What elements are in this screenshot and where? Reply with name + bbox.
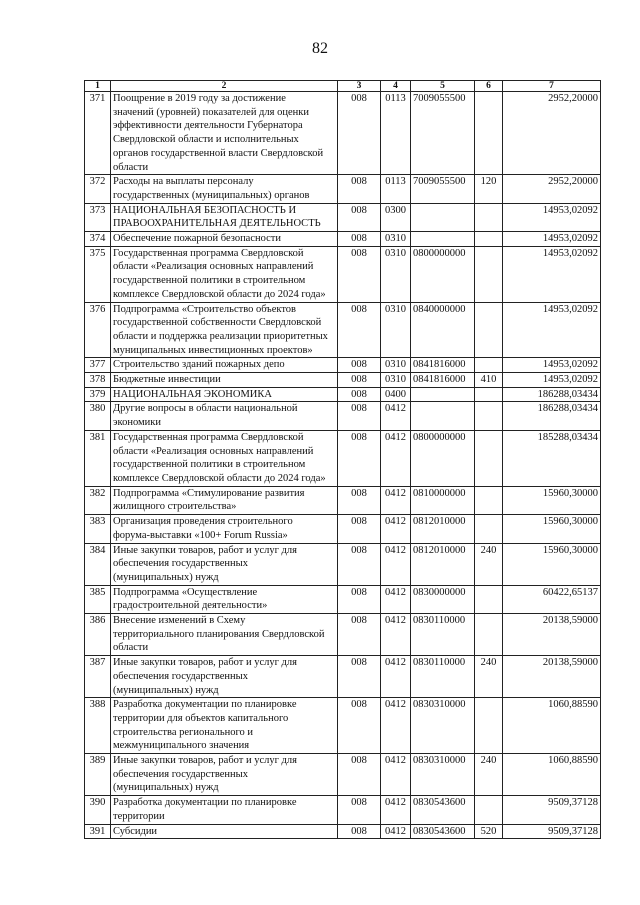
expense-type-code [475,430,503,486]
target-code: 0830310000 [411,698,475,754]
row-name-line: Подпрограмма «Осуществление [113,586,258,598]
section-code: 0412 [381,824,411,839]
row-name [111,203,338,231]
row-name-line: Иные закупки товаров, работ и услуг для [113,657,297,669]
ministry-code: 008 [338,430,381,486]
target-code: 0840000000 [411,302,475,358]
table-row [85,698,601,754]
target-code: 0812010000 [411,543,475,585]
expense-type-code [475,246,503,302]
row-name [111,175,338,203]
row-number: 383 [85,515,111,543]
section-code: 0310 [381,373,411,388]
col-header-3: 3 [338,81,381,92]
ministry-code: 008 [338,387,381,402]
row-name-line: территории [113,810,165,822]
row-name-line: Расходы на выплаты персоналу [113,176,254,188]
row-name-line: значений (уровней) показателей для оценки [113,106,309,118]
amount: 2952,20000 [503,92,601,175]
row-name-line: Бюджетные инвестиции [113,374,221,386]
section-code: 0300 [381,203,411,231]
table-row [85,402,601,430]
row-name-line: НАЦИОНАЛЬНАЯ ЭКОНОМИКА [113,388,272,400]
expense-type-code: 240 [475,543,503,585]
expense-type-code [475,387,503,402]
target-code: 0830543600 [411,796,475,824]
row-name-line: Разработка документации по планировке [113,699,297,711]
ministry-code: 008 [338,796,381,824]
expense-type-code [475,796,503,824]
row-name-line: строительства регионального и [113,726,254,738]
row-name-line: области «Реализация основных направлений [113,445,314,457]
row-name-line: градостроительной деятельности» [113,600,268,612]
ministry-code: 008 [338,656,381,698]
row-name-line: Обеспечение пожарной безопасности [113,233,282,245]
section-code: 0412 [381,486,411,514]
amount: 60422,65137 [503,585,601,613]
row-number: 381 [85,430,111,486]
page-number: 82 [312,40,328,57]
row-number: 391 [85,824,111,839]
row-number: 376 [85,302,111,358]
row-number: 372 [85,175,111,203]
expense-type-code: 240 [475,656,503,698]
target-code: 0830543600 [411,824,475,839]
row-name-line: Внесение изменений в Схему [113,615,246,627]
col-header-1: 1 [85,81,111,92]
ministry-code: 008 [338,515,381,543]
target-code [411,232,475,247]
row-name-line: территориального планирования Свердловской [113,628,325,640]
table-row [85,203,601,231]
row-name-line: государственной политики в строительном [113,459,306,471]
ministry-code: 008 [338,175,381,203]
section-code: 0412 [381,585,411,613]
row-name [111,515,338,543]
row-name-line: НАЦИОНАЛЬНАЯ БЕЗОПАСНОСТЬ И [113,204,297,216]
expense-type-code [475,92,503,175]
row-number: 373 [85,203,111,231]
expense-type-code: 240 [475,754,503,796]
amount: 1060,88590 [503,754,601,796]
table-row [85,824,601,839]
row-name-line: Государственная программа Свердловской [113,431,304,443]
section-code: 0412 [381,754,411,796]
section-code: 0310 [381,358,411,373]
table-row [85,302,601,358]
table-row [85,614,601,656]
row-name-line: Подпрограмма «Стимулирование развития [113,487,305,499]
row-name [111,614,338,656]
ministry-code: 008 [338,486,381,514]
row-name-line: (муниципальных) нужд [113,571,219,583]
row-name-line: жилищного строительства» [113,501,237,513]
row-name-line: обеспечения государственных [113,768,248,780]
row-number: 375 [85,246,111,302]
row-name-line: эффективности деятельности Губернатора [113,120,303,132]
target-code [411,203,475,231]
row-number: 384 [85,543,111,585]
row-name-line: (муниципальных) нужд [113,782,219,794]
row-name-line: межмуниципального значения [113,740,250,752]
amount: 14953,02092 [503,232,601,247]
expense-type-code [475,515,503,543]
section-code: 0310 [381,246,411,302]
row-number: 377 [85,358,111,373]
section-code: 0412 [381,430,411,486]
row-name [111,698,338,754]
ministry-code: 008 [338,543,381,585]
row-number: 382 [85,486,111,514]
target-code: 0810000000 [411,486,475,514]
ministry-code: 008 [338,92,381,175]
row-name [111,824,338,839]
expense-type-code [475,203,503,231]
amount: 14953,02092 [503,246,601,302]
row-name-line: Субсидии [113,825,158,837]
amount: 20138,59000 [503,614,601,656]
table-row [85,486,601,514]
amount: 9509,37128 [503,824,601,839]
row-name-line: ПРАВООХРАНИТЕЛЬНАЯ ДЕЯТЕЛЬНОСТЬ [113,218,321,230]
row-name-line: обеспечения государственных [113,670,248,682]
row-name [111,656,338,698]
col-header-5: 5 [411,81,475,92]
target-code: 7009055500 [411,92,475,175]
row-name-line: государственных (муниципальных) органов [113,189,310,201]
section-code: 0412 [381,543,411,585]
ministry-code: 008 [338,824,381,839]
ministry-code: 008 [338,698,381,754]
row-name [111,302,338,358]
row-number: 390 [85,796,111,824]
ministry-code: 008 [338,246,381,302]
section-code: 0113 [381,175,411,203]
row-name-line: Другие вопросы в области национальной [113,403,298,415]
expense-type-code [475,486,503,514]
target-code: 0841816000 [411,358,475,373]
amount: 185288,03434 [503,430,601,486]
amount: 186288,03434 [503,387,601,402]
table-row [85,373,601,388]
ministry-code: 008 [338,358,381,373]
row-name-line: государственной собственности Свердловской [113,317,322,329]
row-name [111,358,338,373]
row-number: 374 [85,232,111,247]
row-name-line: Строительство зданий пожарных депо [113,359,285,371]
row-name [111,232,338,247]
table-row [85,515,601,543]
row-name-line: территории для объектов капитального [113,712,289,724]
table-row [85,796,601,824]
row-name [111,387,338,402]
target-code: 0800000000 [411,246,475,302]
row-name [111,402,338,430]
ministry-code: 008 [338,302,381,358]
row-name [111,543,338,585]
row-number: 389 [85,754,111,796]
target-code: 0800000000 [411,430,475,486]
amount: 2952,20000 [503,175,601,203]
table-row [85,358,601,373]
row-number: 387 [85,656,111,698]
row-name-line: органов государственной власти Свердловской [113,147,324,159]
header-row [85,81,601,92]
col-header-2: 2 [111,81,338,92]
ministry-code: 008 [338,402,381,430]
row-name-line: Разработка документации по планировке [113,797,297,809]
row-number: 385 [85,585,111,613]
target-code: 0830310000 [411,754,475,796]
amount: 14953,02092 [503,302,601,358]
section-code: 0412 [381,614,411,656]
row-number: 379 [85,387,111,402]
ministry-code: 008 [338,373,381,388]
ministry-code: 008 [338,754,381,796]
amount: 14953,02092 [503,203,601,231]
section-code: 0310 [381,302,411,358]
row-name-line: комплексе Свердловской области до 2024 года» [113,472,326,484]
table-row [85,92,601,175]
target-code: 7009055500 [411,175,475,203]
amount: 15960,30000 [503,543,601,585]
budget-table [84,80,601,839]
row-name [111,486,338,514]
section-code: 0412 [381,796,411,824]
table-row [85,585,601,613]
row-number: 388 [85,698,111,754]
col-header-7: 7 [503,81,601,92]
ministry-code: 008 [338,232,381,247]
ministry-code: 008 [338,614,381,656]
section-code: 0412 [381,515,411,543]
table-row [85,232,601,247]
target-code: 0830000000 [411,585,475,613]
row-name [111,754,338,796]
ministry-code: 008 [338,203,381,231]
expense-type-code: 410 [475,373,503,388]
row-name [111,246,338,302]
row-name-line: экономики [113,417,161,429]
row-name-line: форума-выставки «100+ Forum Russia» [113,529,288,541]
table-body [85,92,601,839]
row-name-line: комплексе Свердловской области до 2024 года» [113,288,326,300]
table-row [85,387,601,402]
target-code: 0812010000 [411,515,475,543]
table-row [85,430,601,486]
row-name-line: (муниципальных) нужд [113,684,219,696]
table-row [85,754,601,796]
row-name-line: Поощрение в 2019 году за достижение [113,93,286,104]
row-name-line: Свердловской области и исполнительных [113,134,299,146]
amount: 1060,88590 [503,698,601,754]
col-header-4: 4 [381,81,411,92]
row-name-line: муниципальных инвестиционных проектов» [113,344,313,356]
row-name [111,796,338,824]
expense-type-code [475,232,503,247]
row-name-line: обеспечения государственных [113,558,248,570]
row-number: 386 [85,614,111,656]
target-code: 0841816000 [411,373,475,388]
row-name-line: государственной политики в строительном [113,275,306,287]
target-code [411,387,475,402]
expense-type-code: 120 [475,175,503,203]
row-name-line: Иные закупки товаров, работ и услуг для [113,755,297,767]
expense-type-code: 520 [475,824,503,839]
amount: 9509,37128 [503,796,601,824]
row-name-line: Иные закупки товаров, работ и услуг для [113,544,297,556]
section-code: 0412 [381,698,411,754]
row-name-line: Организация проведения строительного [113,516,293,528]
table-row [85,175,601,203]
ministry-code: 008 [338,585,381,613]
row-name-line: Государственная программа Свердловской [113,247,304,259]
amount: 15960,30000 [503,515,601,543]
expense-type-code [475,585,503,613]
expense-type-code [475,614,503,656]
section-code: 0412 [381,656,411,698]
col-header-6: 6 [475,81,503,92]
amount: 186288,03434 [503,402,601,430]
amount: 14953,02092 [503,358,601,373]
target-code [411,402,475,430]
row-name [111,92,338,175]
row-name [111,373,338,388]
amount: 15960,30000 [503,486,601,514]
target-code: 0830110000 [411,614,475,656]
row-name-line: Подпрограмма «Строительство объектов [113,303,296,315]
row-number: 378 [85,373,111,388]
expense-type-code [475,402,503,430]
row-name [111,585,338,613]
section-code: 0400 [381,387,411,402]
section-code: 0113 [381,92,411,175]
row-name-line: области «Реализация основных направлений [113,261,314,273]
row-number: 380 [85,402,111,430]
expense-type-code [475,698,503,754]
table-row [85,656,601,698]
target-code: 0830110000 [411,656,475,698]
section-code: 0310 [381,232,411,247]
expense-type-code [475,358,503,373]
table-row [85,543,601,585]
amount: 14953,02092 [503,373,601,388]
expense-type-code [475,302,503,358]
row-name [111,430,338,486]
row-name-line: области [113,642,149,654]
amount: 20138,59000 [503,656,601,698]
row-name-line: области и поддержка реализации приоритетных [113,330,328,342]
table-row [85,246,601,302]
section-code: 0412 [381,402,411,430]
row-number: 371 [85,92,111,175]
row-name-line: области [113,161,149,173]
